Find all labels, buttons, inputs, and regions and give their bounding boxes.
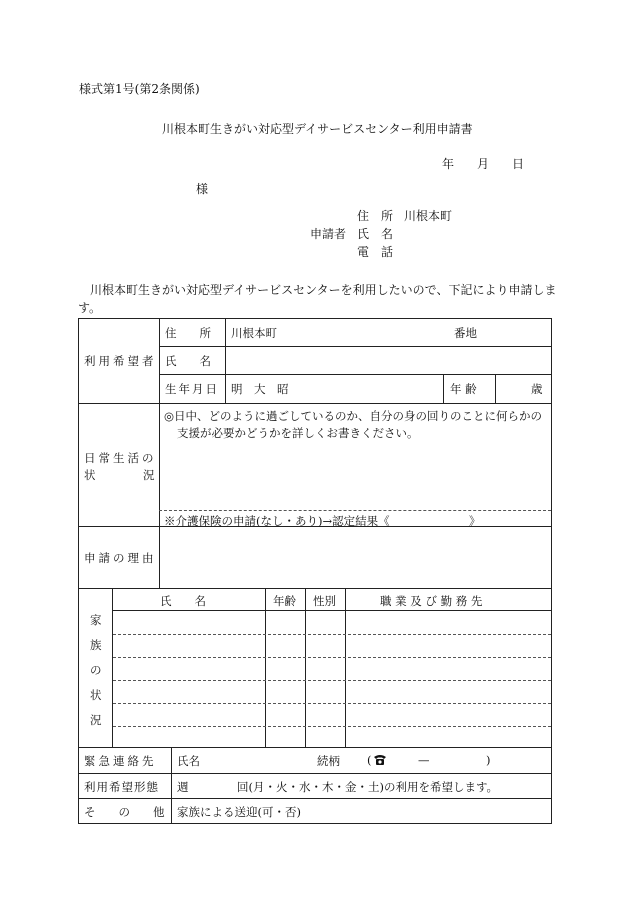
applicant-address-label: 住 所 <box>357 209 394 223</box>
user-address-label: 住 所 <box>165 326 211 340</box>
date-month: 月 <box>477 157 490 171</box>
daily-life-label-2-right: 況 <box>143 468 155 482</box>
daily-life-instruction-2: 支援が必要かどうかを詳しくお書きください。 <box>177 426 419 440</box>
family-col-sex: 性別 <box>313 594 336 608</box>
family-label-char-5: 況 <box>90 713 102 727</box>
reason-label: 申請の理由 <box>84 551 157 565</box>
family-col-name: 氏 名 <box>160 594 206 608</box>
care-insurance-close: 》 <box>469 514 481 528</box>
user-birth-label: 生年月日 <box>165 382 219 396</box>
family-label-char-3: の <box>90 663 102 677</box>
form-number: 様式第1号(第2条関係) <box>79 82 200 96</box>
daily-life-instruction-1: ◎日中、どのように過ごしているのか、自分の身の回りのことに何らかの <box>164 409 543 423</box>
user-address-suffix: 番地 <box>454 326 477 340</box>
applicant-role-label: 申請者 <box>310 227 347 241</box>
usage-label: 利用希望形態 <box>84 780 159 794</box>
applicant-address-value: 川根本町 <box>404 209 453 223</box>
date-year: 年 <box>442 157 455 171</box>
daily-life-label-1: 日常生活の <box>84 451 157 465</box>
family-col-age: 年齢 <box>273 594 296 608</box>
user-name-label: 氏 名 <box>165 354 211 368</box>
emergency-relation-label: 続柄 <box>317 754 340 768</box>
usage-week: 週 <box>177 780 189 794</box>
other-label: そ の 他 <box>84 805 165 819</box>
usage-text: 回(月・火・水・木・金・土)の利用を希望します。 <box>237 780 499 794</box>
daily-life-label-2-left: 状 <box>84 468 96 482</box>
form-title: 川根本町生きがい対応型デイサービスセンター利用申請書 <box>162 122 473 136</box>
user-section-label: 利用希望者 <box>84 354 157 368</box>
family-label-char-4: 状 <box>90 688 102 702</box>
care-insurance-text: ※介護保険の申請(なし・あり)→認定結果《 <box>164 514 390 528</box>
user-birth-eras: 明 大 昭 <box>231 382 289 396</box>
emergency-phone-dash: — <box>418 753 430 767</box>
emergency-name-label: 氏名 <box>177 754 200 768</box>
user-age-label: 年 齢 <box>450 382 477 396</box>
user-age-unit: 歳 <box>531 382 543 396</box>
emergency-label: 緊急連絡先 <box>84 754 157 768</box>
emergency-phone-open: ( <box>367 753 372 767</box>
user-address-value: 川根本町 <box>231 326 277 340</box>
other-text: 家族による送迎(可・否) <box>177 805 301 819</box>
addressee-suffix: 様 <box>196 182 209 196</box>
emergency-phone-close: ) <box>486 753 491 767</box>
applicant-phone-label: 電 話 <box>357 245 394 259</box>
family-label-char-2: 族 <box>90 638 102 652</box>
telephone-icon <box>373 751 387 770</box>
family-label-char-1: 家 <box>90 613 102 627</box>
intro-line-1: 川根本町生きがい対応型デイサービスセンターを利用したいので、下記により申請しま <box>90 283 557 297</box>
family-col-job: 職 業 及 び 勤 務 先 <box>380 594 483 608</box>
intro-line-2: す。 <box>78 301 102 315</box>
date-day: 日 <box>512 157 525 171</box>
applicant-name-label: 氏 名 <box>357 227 394 241</box>
